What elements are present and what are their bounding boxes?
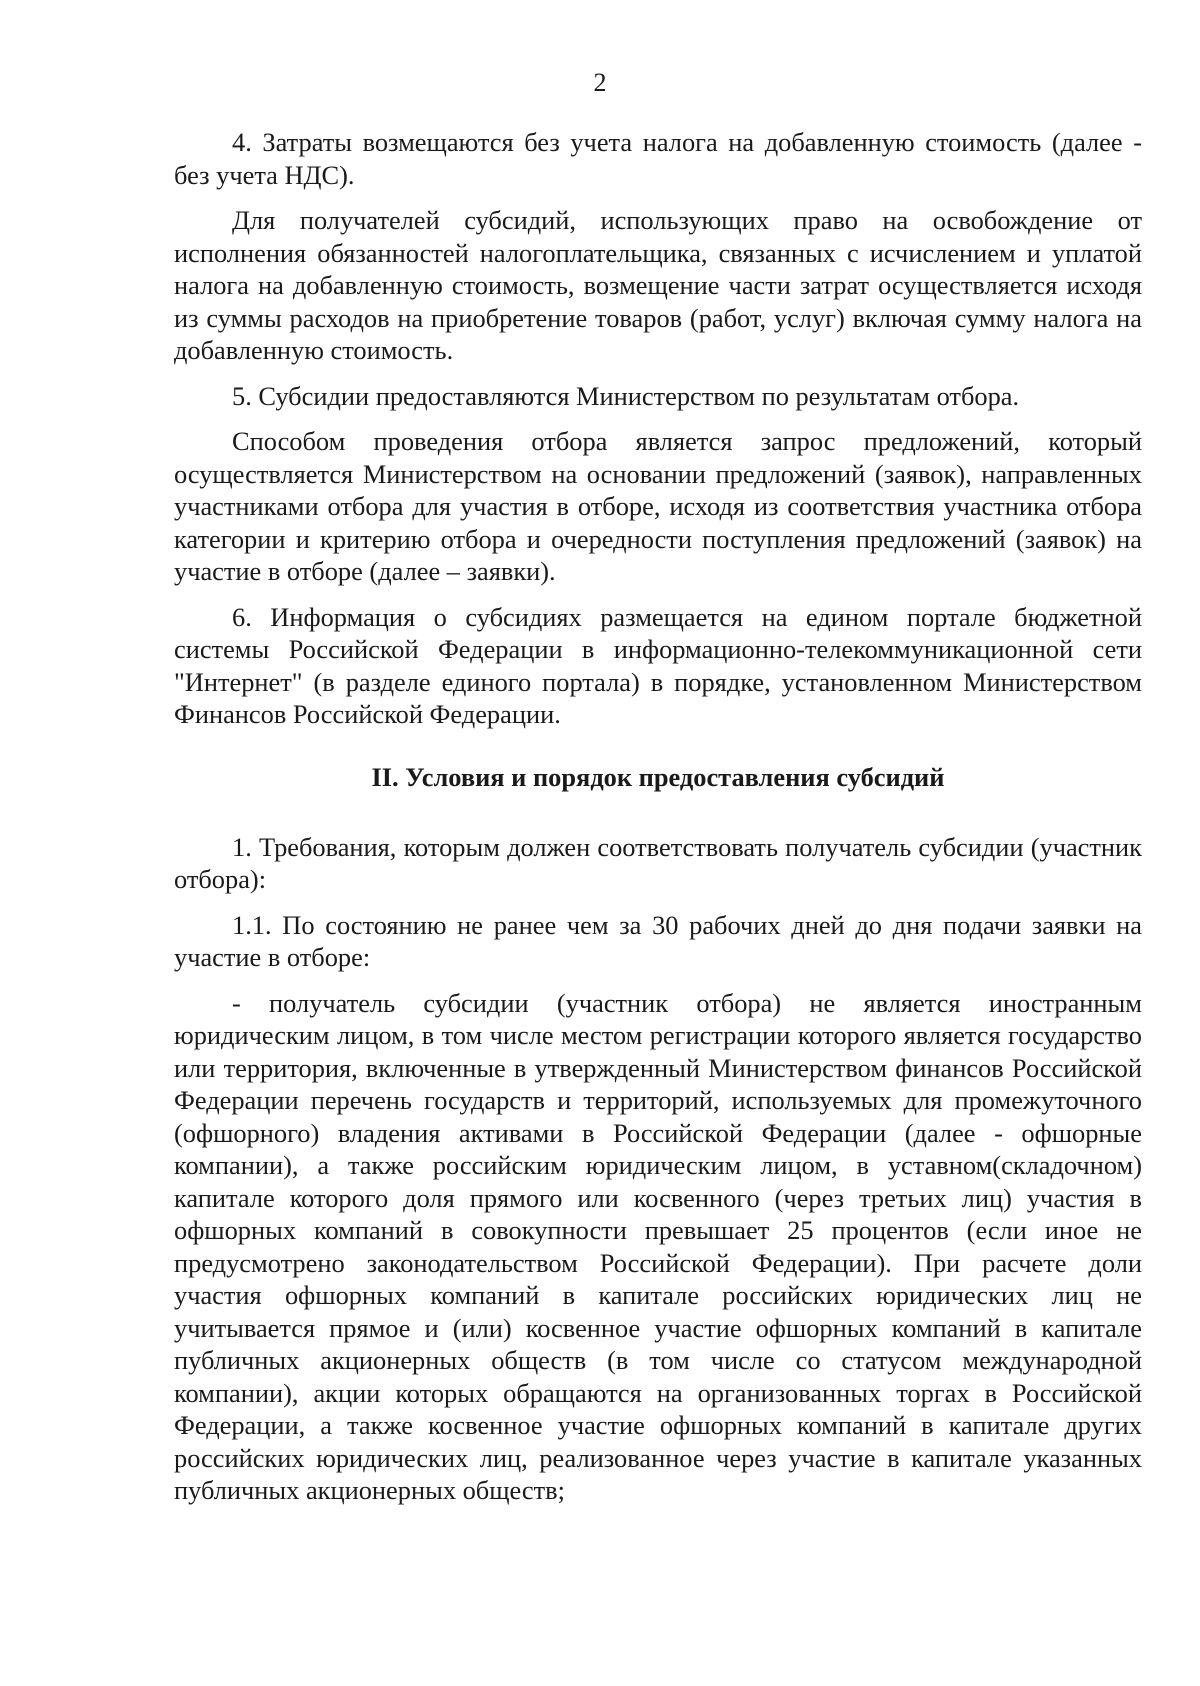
paragraph-vat-exemption: Для получателей субсидий, использующих право на освобождение от исполнения обязанностей налогоплательщика, связанных с исчислением и уплатой налога на добавленную стоимость, возмещение части затрат осуществляется исходя из суммы расходов на приобретение товаров (работ, услуг) включая сумму налога на добавленную стоимость. — [174, 205, 1142, 365]
page-number: 2 — [593, 68, 607, 97]
document-body — [174, 126, 1142, 1511]
section-heading: II. Условия и порядок предоставления субсидий — [371, 761, 945, 792]
paragraph-offshore-condition: - получатель субсидии (участник отбора) не является иностранным юридическим лицом, в том числе местом регистрации которого является государство или территория, включенные в утвержденный Министерством финансов Российской Федерации перечень государств и территорий, используемых для промежуточного (офшорного) владения активами в Российской Федерации (далее - офшорные компании), а также российским юридическим лицом, в уставном(складочном) капитале которого доля прямого или косвенного (через третьих лиц) участия в офшорных компаний в совокупности превышает 25 процентов (если иное не предусмотрено законодательством Российской Федерации). При расчете доли участия офшорных компаний в капитале российских юридических лиц не учитывается прямое и (или) косвенное участие офшорных компаний в капитале публичных акционерных обществ (в том числе со статусом международной компании), акции которых обращаются на организованных торгах в Российской Федерации, а также косвенное участие офшорных компаний в капитале других российских юридических лиц, реализованное через участие в капитале указанных публичных акционерных обществ; — [174, 987, 1142, 1505]
paragraph-clause-5: 5. Субсидии предоставляются Министерством по результатам отбора. — [232, 380, 1020, 411]
paragraph-clause-6: 6. Информация о субсидиях размещается на едином портале бюджетной системы Российской Федерации в информационно-телекоммуникационной сети "Интернет" (в разделе единого портала) в порядке, установленном Министерством Финансов Российской Федерации. — [174, 601, 1142, 729]
paragraph-selection-method: Способом проведения отбора является запрос предложений, который осуществляется Министерством на основании предложений (заявок), направленных участниками отбора для участия в отборе, исходя из соответствия участника отбора категории и критерию отбора и очередности поступления предложений (заявок) на участие в отборе (далее – заявки). — [174, 426, 1142, 586]
paragraph-clause-4: 4. Затраты возмещаются без учета налога на добавленную стоимость (далее - без учета НДС). — [174, 127, 1142, 190]
paragraph-requirements: 1. Требования, которым должен соответствовать получатель субсидии (участник отбора): — [174, 831, 1142, 894]
paragraph-clause-1-1: 1.1. По состоянию не ранее чем за 30 рабочих дней до дня подачи заявки на участие в отборе: — [174, 909, 1142, 972]
